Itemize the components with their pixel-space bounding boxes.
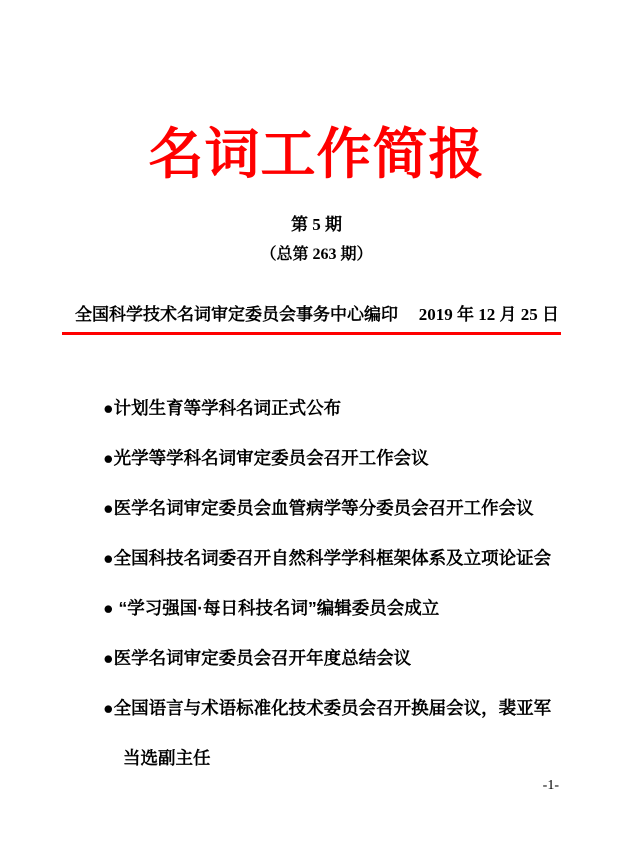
publisher-date-rule bbox=[62, 300, 561, 335]
bullet-icon: ● bbox=[103, 548, 114, 568]
list-item-text: “学习强国·每日科技名词”编辑委员会成立 bbox=[118, 598, 440, 618]
bullet-icon: ● bbox=[103, 398, 114, 418]
list-item bbox=[103, 533, 578, 583]
publication-date: 2019 年 12 月 25 日 bbox=[418, 305, 559, 324]
list-item bbox=[103, 583, 578, 633]
list-item-text: 光学等学科名词审定委员会召开工作会议 bbox=[113, 448, 429, 468]
bullet-icon: ● bbox=[103, 698, 114, 718]
list-item-text: 全国科技名词委召开自然科学学科框架体系及立项论证会 bbox=[113, 548, 552, 568]
list-item bbox=[103, 383, 578, 433]
bullet-icon: ● bbox=[103, 648, 114, 668]
list-item-continuation: 当选副主任 bbox=[123, 748, 211, 768]
page-number: -1- bbox=[542, 778, 559, 793]
publisher-name: 全国科学技术名词审定委员会事务中心编印 bbox=[75, 305, 398, 324]
list-item-text: 计划生育等学科名词正式公布 bbox=[113, 398, 342, 418]
bullet-icon: ● bbox=[103, 448, 114, 468]
issue-number: 第 5 期 bbox=[291, 215, 342, 234]
list-item bbox=[103, 633, 578, 683]
list-item bbox=[103, 683, 578, 733]
list-item-text: 医学名词审定委员会召开年度总结会议 bbox=[113, 648, 412, 668]
list-item bbox=[103, 433, 578, 483]
total-issue-number: （总第 263 期） bbox=[260, 246, 373, 263]
list-item bbox=[103, 483, 578, 533]
contents-list bbox=[103, 383, 578, 783]
bulletin-title: 名词工作简报 bbox=[148, 124, 485, 185]
list-item-text: 全国语言与术语标准化技术委员会召开换届会议，裴亚军 bbox=[113, 698, 552, 718]
list-item-text: 医学名词审定委员会血管病学等分委员会召开工作会议 bbox=[113, 498, 534, 518]
bullet-icon: ● bbox=[103, 498, 114, 518]
bullet-icon: ● bbox=[103, 598, 114, 618]
